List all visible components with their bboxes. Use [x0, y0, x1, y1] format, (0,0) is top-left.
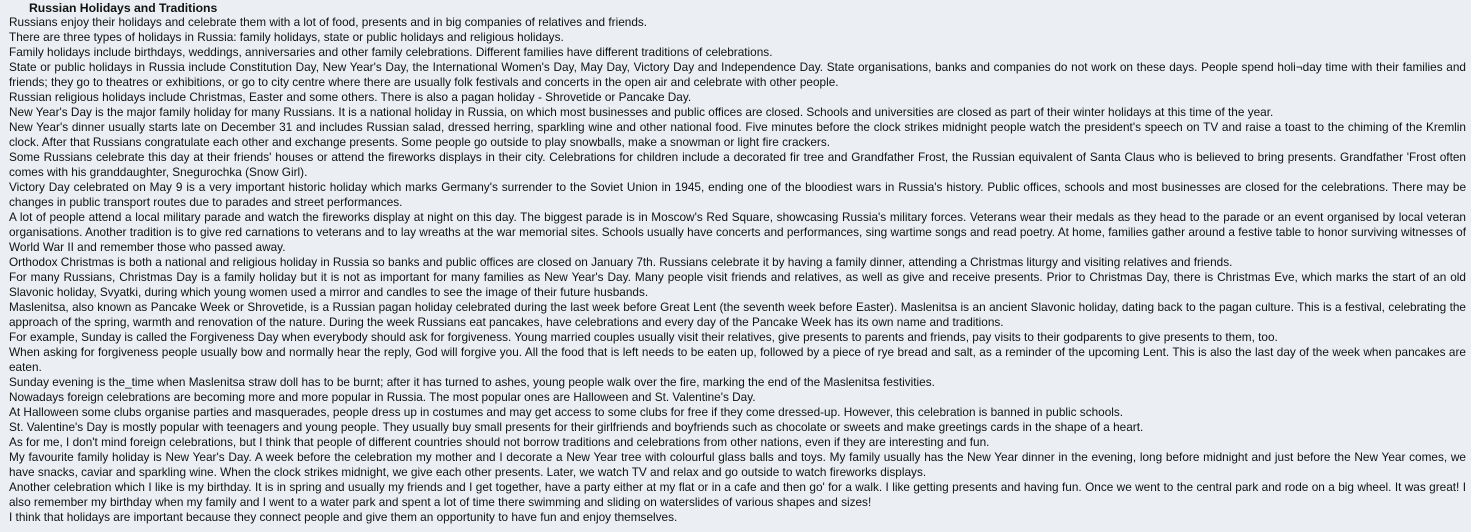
paragraph: At Halloween some clubs organise parties and masquerades, people dress up in costumes and may get access to some clubs for free if they come dressed-up. However, this celebration is banned in public schools. [9, 405, 1124, 419]
paragraph: St. Valentine's Day is mostly popular with teenagers and young people. They usually buy small presents for their girlfriends and boyfriends such as chocolate or sweets and make greetings cards in the shape of a heart. [9, 420, 1144, 434]
document-body [9, 15, 1466, 525]
paragraph: New Year's Day is the major family holiday for many Russians. It is a national holiday in Russia, on which most businesses and public offices are closed. Schools and universities are closed as part of their winter holidays at this time of the year. [9, 105, 1274, 119]
paragraph: Russian religious holidays include Christmas, Easter and some others. There is also a pagan holiday - Shrovetide or Pancake Day. [9, 90, 692, 104]
page-title: Russian Holidays and Traditions [29, 1, 218, 15]
paragraph: For many Russians, Christmas Day is a family holiday but it is not as important for many families as New Year's Day. Many people visit friends and relatives, as well as give and receive presents. Prior to Christmas Day, there is Christmas Eve, which marks the start of an old Slavonic holiday, Svyatki, during which young women used a mirror and candles to see the image of their future husbands. [9, 270, 1466, 299]
paragraph: State or public holidays in Russia include Constitution Day, New Year's Day, the International Women's Day, May Day, Victory Day and Independence Day. State organisations, banks and companies do not work on these days. People spend holi¬day time with their families and friends; they go to theatres or exhibitions, or go to city centre where there are usually folk festivals and concerts in the open air and celebrate with other people. [9, 60, 1466, 89]
paragraph: I think that holidays are important because they connect people and give them an opportunity to have fun and enjoy themselves. [9, 510, 678, 524]
paragraph: Orthodox Christmas is both a national and religious holiday in Russia so banks and public offices are closed on January 7th. Russians celebrate it by having a family dinner, attending a Christmas liturgy and visiting relatives and friends. [9, 255, 1233, 269]
paragraph: My favourite family holiday is New Year's Day. A week before the celebration my mother and I decorate a New Year tree with colourful glass balls and toys. My family usually has the New Year dinner in the evening, long before midnight and just before the New Year comes, we have snacks, caviar and sparkling wine. When the clock strikes midnight, we give each other presents. Later, we watch TV and relax and go outside to watch fireworks displays. [9, 450, 1466, 479]
paragraph: New Year's dinner usually starts late on December 31 and includes Russian salad, dressed herring, sparkling wine and other national food. Five minutes before the clock strikes midnight people watch the president's speech on TV and raise a toast to the chiming of the Kremlin clock. After that Russians congratulate each other and exchange presents. Some people go outside to play snowballs, make a snowman or light fire crackers. [9, 120, 1466, 149]
paragraph: Another celebration which I like is my birthday. It is in spring and usually my friends and I get together, have a party either at my flat or in a cafe and then go' for a walk. I like getting presents and having fun. Once we went to the central park and rode on a big wheel. It was great! I also remember my birthday when my family and I went to a water park and spent a lot of time there swimming and sliding on waterslides of various shapes and sizes! [9, 480, 1466, 509]
paragraph: Sunday evening is the_time when Maslenitsa straw doll has to be burnt; after it has turned to ashes, young people walk over the fire, marking the end of the Maslenitsa festivities. [9, 375, 935, 389]
paragraph: Maslenitsa, also known as Pancake Week or Shrovetide, is a Russian pagan holiday celebrated during the last week before Great Lent (the seventh week before Easter). Maslenitsa is an ancient Slavonic holiday, dating back to the pagan culture. This is a festival, celebrating the approach of the spring, warmth and renovation of the nature. During the week Russians eat pancakes, have celebrations and every day of the Pancake Week has its own name and traditions. [9, 300, 1466, 329]
paragraph: Some Russians celebrate this day at their friends' houses or attend the fireworks displays in their city. Celebrations for children include a decorated fir tree and Grandfather Frost, the Russian equivalent of Santa Claus who is believed to bring presents. Grandfather 'Frost often comes with his granddaughter, Snegurochka (Snow Girl). [9, 150, 1466, 179]
paragraph: For example, Sunday is called the Forgiveness Day when everybody should ask for forgiveness. Young married couples usually visit their relatives, give presents to parents and friends, pay visits to their godparents to give presents to them, too. [9, 330, 1278, 344]
paragraph: Nowadays foreign celebrations are becoming more and more popular in Russia. The most popular ones are Halloween and St. Valentine's Day. [9, 390, 756, 404]
paragraph: When asking for forgiveness people usually bow and normally hear the reply, God will forgive you. All the food that is left needs to be eaten up, followed by a piece of rye bread and salt, as a reminder of the upcoming Lent. This is also the last day of the week when pancakes are eaten. [9, 345, 1466, 374]
paragraph: Victory Day celebrated on May 9 is a very important historic holiday which marks Germany's surrender to the Soviet Union in 1945, ending one of the bloodiest wars in Russia's history. Public offices, schools and most businesses are closed for the celebrations. There may be changes in public transport routes due to parades and street performances. [9, 180, 1466, 209]
paragraph: Russians enjoy their holidays and celebrate them with a lot of food, presents and in big companies of relatives and friends. [9, 15, 648, 29]
paragraph: There are three types of holidays in Russia: family holidays, state or public holidays and religious holidays. [9, 30, 564, 44]
paragraph: As for me, I don't mind foreign celebrations, but I think that people of different countries should not borrow traditions and celebrations from other nations, even if they are interesting and fun. [9, 435, 990, 449]
paragraph: A lot of people attend a local military parade and watch the fireworks display at night on this day. The biggest parade is in Moscow's Red Square, showcasing Russia's military forces. Veterans wear their medals as they head to the parade or an event organised by local veteran organisations. Another tradition is to give red carnations to veterans and to lay wreaths at the war memorial sites. Schools usually have concerts and performances, sing wartime songs and read poetry. At home, families gather around a festive table to honor surviving witnesses of World War II and remember those who passed away. [9, 210, 1466, 254]
paragraph: Family holidays include birthdays, weddings, anniversaries and other family celebrations. Different families have different traditions of celebrations. [9, 45, 773, 59]
